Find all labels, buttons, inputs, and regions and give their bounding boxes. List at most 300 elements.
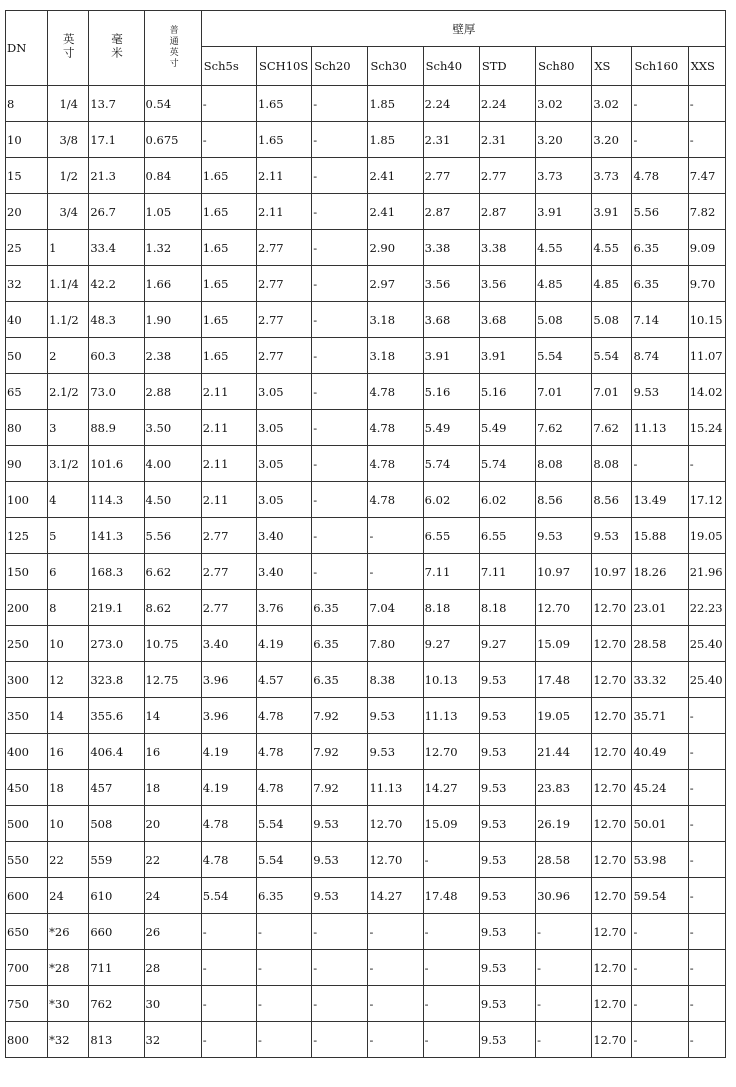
cell-common-inch: 4.50 [144,482,201,518]
cell-inch: 1.1/4 [48,266,89,302]
cell-xxs: 19.05 [688,518,725,554]
cell-common-inch: 28 [144,950,201,986]
cell-mm: 559 [89,842,144,878]
cell-sch10s: 2.77 [257,230,312,266]
cell-sch30: 9.53 [368,698,423,734]
cell-inch: 10 [48,806,89,842]
cell-sch80: 4.55 [536,230,592,266]
cell-sch160: 33.32 [632,662,688,698]
cell-sch30: 1.85 [368,86,423,122]
cell-xxs: 7.82 [688,194,725,230]
pipe-schedule-sheet [5,10,726,1058]
cell-sch5s: 1.65 [201,266,256,302]
cell-sch5s: - [201,914,256,950]
cell-std: 5.49 [479,410,535,446]
cell-xs: 8.56 [592,482,632,518]
cell-sch160: 4.78 [632,158,688,194]
cell-dn: 200 [6,590,48,626]
cell-std: 9.53 [479,662,535,698]
cell-sch40: 12.70 [423,734,479,770]
cell-sch40: 3.91 [423,338,479,374]
cell-sch30: 7.04 [368,590,423,626]
table-row [6,302,726,338]
cell-sch40: 3.56 [423,266,479,302]
cell-sch5s: 1.65 [201,338,256,374]
cell-sch160: 5.56 [632,194,688,230]
cell-dn: 20 [6,194,48,230]
cell-std: 9.53 [479,806,535,842]
cell-sch5s: 2.11 [201,482,256,518]
cell-sch5s: 3.40 [201,626,256,662]
cell-std: 9.53 [479,1022,535,1058]
cell-sch40: - [423,950,479,986]
cell-dn: 600 [6,878,48,914]
cell-sch80: 8.56 [536,482,592,518]
cell-xxs: 25.40 [688,662,725,698]
cell-common-inch: 26 [144,914,201,950]
cell-sch5s: 2.11 [201,410,256,446]
cell-sch40: 14.27 [423,770,479,806]
header-schedule-sch20: Sch20 [312,47,368,86]
cell-inch: 1 [48,230,89,266]
cell-sch40: 6.55 [423,518,479,554]
cell-std: 8.18 [479,590,535,626]
cell-dn: 50 [6,338,48,374]
cell-std: 7.11 [479,554,535,590]
cell-common-inch: 1.90 [144,302,201,338]
cell-sch160: 40.49 [632,734,688,770]
cell-sch160: - [632,914,688,950]
cell-mm: 13.7 [89,86,144,122]
cell-std: 3.91 [479,338,535,374]
cell-std: 9.53 [479,770,535,806]
cell-sch20: 9.53 [312,842,368,878]
cell-mm: 457 [89,770,144,806]
cell-sch10s: 1.65 [257,122,312,158]
cell-sch160: 53.98 [632,842,688,878]
header-common-inch-label: 普通英寸 [167,24,178,69]
cell-xxs: 22.23 [688,590,725,626]
cell-sch10s: - [257,1022,312,1058]
cell-sch30: 1.85 [368,122,423,158]
cell-sch40: 2.87 [423,194,479,230]
table-row [6,230,726,266]
cell-dn: 250 [6,626,48,662]
cell-sch160: 18.26 [632,554,688,590]
cell-dn: 25 [6,230,48,266]
table-row [6,410,726,446]
cell-xs: 9.53 [592,518,632,554]
cell-sch40: 2.77 [423,158,479,194]
table-row [6,158,726,194]
cell-xxs: 17.12 [688,482,725,518]
table-row [6,590,726,626]
cell-std: 9.53 [479,734,535,770]
cell-sch40: 6.02 [423,482,479,518]
cell-sch30: - [368,986,423,1022]
cell-sch10s: 4.78 [257,770,312,806]
cell-sch160: 6.35 [632,266,688,302]
header-schedule-sch5s: Sch5s [201,47,256,86]
header-schedule-sch80: Sch80 [536,47,592,86]
cell-sch40: 2.24 [423,86,479,122]
cell-mm: 406.4 [89,734,144,770]
cell-sch80: 7.01 [536,374,592,410]
cell-std: 9.53 [479,698,535,734]
cell-inch: 10 [48,626,89,662]
cell-xxs: 14.02 [688,374,725,410]
cell-sch160: - [632,446,688,482]
cell-sch160: - [632,950,688,986]
cell-sch5s: 4.19 [201,770,256,806]
cell-sch10s: 2.11 [257,194,312,230]
cell-xs: 12.70 [592,950,632,986]
cell-sch80: 9.53 [536,518,592,554]
cell-sch20: - [312,158,368,194]
cell-xxs: - [688,878,725,914]
cell-sch10s: 5.54 [257,842,312,878]
cell-dn: 65 [6,374,48,410]
cell-sch20: 6.35 [312,590,368,626]
table-row [6,734,726,770]
cell-sch10s: 3.40 [257,554,312,590]
cell-inch: 14 [48,698,89,734]
cell-xxs: 9.70 [688,266,725,302]
cell-xxs: 21.96 [688,554,725,590]
cell-common-inch: 4.00 [144,446,201,482]
cell-mm: 26.7 [89,194,144,230]
cell-mm: 762 [89,986,144,1022]
cell-xs: 3.73 [592,158,632,194]
cell-sch20: 7.92 [312,698,368,734]
cell-sch30: 2.41 [368,158,423,194]
cell-xs: 12.70 [592,662,632,698]
cell-mm: 610 [89,878,144,914]
cell-mm: 60.3 [89,338,144,374]
cell-dn: 350 [6,698,48,734]
cell-sch80: 3.20 [536,122,592,158]
cell-inch: 12 [48,662,89,698]
cell-sch160: 28.58 [632,626,688,662]
cell-mm: 273.0 [89,626,144,662]
cell-sch30: - [368,518,423,554]
cell-sch40: - [423,914,479,950]
table-row [6,698,726,734]
cell-sch160: 35.71 [632,698,688,734]
cell-xxs: - [688,914,725,950]
cell-sch160: 45.24 [632,770,688,806]
cell-std: 3.56 [479,266,535,302]
cell-common-inch: 12.75 [144,662,201,698]
cell-xs: 12.70 [592,698,632,734]
cell-mm: 17.1 [89,122,144,158]
cell-sch5s: 1.65 [201,302,256,338]
cell-sch5s: - [201,950,256,986]
cell-mm: 73.0 [89,374,144,410]
table-row [6,1022,726,1058]
cell-sch40: - [423,842,479,878]
cell-inch: 6 [48,554,89,590]
cell-xxs: - [688,1022,725,1058]
cell-sch30: 7.80 [368,626,423,662]
pipe-wall-thickness-table [5,10,726,1058]
cell-sch80: 3.91 [536,194,592,230]
cell-sch30: - [368,1022,423,1058]
cell-xs: 3.91 [592,194,632,230]
cell-xxs: 7.47 [688,158,725,194]
cell-sch30: 4.78 [368,410,423,446]
cell-xs: 12.70 [592,626,632,662]
cell-sch20: 9.53 [312,878,368,914]
cell-common-inch: 18 [144,770,201,806]
cell-sch30: 12.70 [368,806,423,842]
cell-common-inch: 8.62 [144,590,201,626]
cell-sch20: 9.53 [312,806,368,842]
cell-common-inch: 24 [144,878,201,914]
cell-sch10s: 4.57 [257,662,312,698]
cell-sch80: 17.48 [536,662,592,698]
cell-sch30: 11.13 [368,770,423,806]
cell-std: 9.53 [479,950,535,986]
cell-std: 5.74 [479,446,535,482]
cell-mm: 33.4 [89,230,144,266]
cell-common-inch: 20 [144,806,201,842]
cell-sch30: 4.78 [368,446,423,482]
cell-sch80: 5.08 [536,302,592,338]
cell-std: 6.55 [479,518,535,554]
cell-xs: 5.54 [592,338,632,374]
cell-sch10s: 4.78 [257,734,312,770]
table-row [6,194,726,230]
header-schedule-std: STD [479,47,535,86]
cell-sch10s: 3.05 [257,482,312,518]
cell-sch30: 2.90 [368,230,423,266]
cell-sch10s: 1.65 [257,86,312,122]
cell-common-inch: 16 [144,734,201,770]
cell-std: 9.27 [479,626,535,662]
cell-sch80: 26.19 [536,806,592,842]
header-dn: DN [6,11,48,86]
table-row [6,374,726,410]
cell-dn: 32 [6,266,48,302]
cell-sch160: 11.13 [632,410,688,446]
cell-xs: 12.70 [592,986,632,1022]
table-row [6,806,726,842]
cell-sch20: - [312,374,368,410]
cell-std: 2.31 [479,122,535,158]
cell-dn: 80 [6,410,48,446]
cell-xs: 12.70 [592,770,632,806]
cell-sch5s: - [201,1022,256,1058]
table-row [6,986,726,1022]
header-schedule-sch160: Sch160 [632,47,688,86]
cell-sch20: - [312,338,368,374]
cell-inch: *30 [48,986,89,1022]
cell-mm: 21.3 [89,158,144,194]
cell-dn: 150 [6,554,48,590]
cell-inch: 4 [48,482,89,518]
cell-sch10s: 3.76 [257,590,312,626]
cell-sch40: 9.27 [423,626,479,662]
cell-xxs: 11.07 [688,338,725,374]
table-header [6,11,726,86]
cell-sch5s: 1.65 [201,230,256,266]
cell-std: 6.02 [479,482,535,518]
cell-sch5s: 2.77 [201,518,256,554]
cell-xs: 4.85 [592,266,632,302]
cell-sch20: - [312,302,368,338]
cell-sch10s: 3.05 [257,410,312,446]
cell-xs: 10.97 [592,554,632,590]
cell-inch: 1.1/2 [48,302,89,338]
cell-dn: 90 [6,446,48,482]
cell-sch80: 15.09 [536,626,592,662]
cell-xxs: - [688,950,725,986]
cell-inch: *26 [48,914,89,950]
cell-dn: 100 [6,482,48,518]
cell-xs: 5.08 [592,302,632,338]
cell-mm: 101.6 [89,446,144,482]
cell-std: 2.77 [479,158,535,194]
cell-sch10s: - [257,914,312,950]
cell-xxs: - [688,734,725,770]
table-row [6,626,726,662]
cell-dn: 10 [6,122,48,158]
cell-sch80: 8.08 [536,446,592,482]
header-mm-label: 毫米 [109,33,124,60]
cell-sch10s: 3.40 [257,518,312,554]
cell-sch5s: 4.78 [201,806,256,842]
header-inch [48,11,89,86]
cell-common-inch: 0.675 [144,122,201,158]
cell-sch20: - [312,230,368,266]
cell-sch40: 5.74 [423,446,479,482]
cell-sch30: - [368,950,423,986]
cell-common-inch: 22 [144,842,201,878]
cell-sch5s: 2.77 [201,590,256,626]
cell-xs: 12.70 [592,1022,632,1058]
header-schedule-sch30: Sch30 [368,47,423,86]
cell-sch10s: 3.05 [257,374,312,410]
cell-sch20: - [312,410,368,446]
cell-inch: 3/4 [48,194,89,230]
cell-sch10s: 3.05 [257,446,312,482]
header-schedule-xs: XS [592,47,632,86]
header-schedule-sch10s: SCH10S [257,47,312,86]
table-row [6,842,726,878]
cell-sch40: 3.68 [423,302,479,338]
cell-std: 9.53 [479,842,535,878]
cell-sch160: 59.54 [632,878,688,914]
cell-inch: 2.1/2 [48,374,89,410]
cell-sch80: - [536,914,592,950]
cell-xxs: - [688,842,725,878]
cell-mm: 711 [89,950,144,986]
cell-sch10s: 5.54 [257,806,312,842]
cell-sch20: - [312,1022,368,1058]
cell-dn: 500 [6,806,48,842]
cell-dn: 750 [6,986,48,1022]
cell-sch20: - [312,950,368,986]
cell-sch20: - [312,194,368,230]
cell-xs: 3.02 [592,86,632,122]
cell-common-inch: 0.54 [144,86,201,122]
header-inch-label: 英寸 [61,33,76,60]
cell-std: 5.16 [479,374,535,410]
cell-sch40: 15.09 [423,806,479,842]
cell-sch5s: 2.77 [201,554,256,590]
header-wall-thickness: 壁厚 [201,11,725,47]
cell-dn: 800 [6,1022,48,1058]
cell-inch: 5 [48,518,89,554]
cell-sch5s: - [201,122,256,158]
cell-sch160: 9.53 [632,374,688,410]
table-row [6,86,726,122]
header-common-inch [144,11,201,86]
cell-common-inch: 3.50 [144,410,201,446]
cell-std: 9.53 [479,878,535,914]
cell-dn: 40 [6,302,48,338]
cell-inch: 8 [48,590,89,626]
cell-sch10s: - [257,986,312,1022]
cell-common-inch: 32 [144,1022,201,1058]
cell-sch10s: 4.19 [257,626,312,662]
cell-sch20: - [312,266,368,302]
table-row [6,554,726,590]
table-row [6,482,726,518]
cell-xxs: - [688,806,725,842]
cell-mm: 141.3 [89,518,144,554]
cell-sch5s: 4.19 [201,734,256,770]
cell-sch5s: 3.96 [201,662,256,698]
cell-common-inch: 10.75 [144,626,201,662]
cell-inch: 1/4 [48,86,89,122]
cell-sch40: 8.18 [423,590,479,626]
cell-sch30: - [368,554,423,590]
cell-sch30: 2.97 [368,266,423,302]
cell-sch160: 7.14 [632,302,688,338]
cell-dn: 650 [6,914,48,950]
cell-xs: 8.08 [592,446,632,482]
cell-sch40: 3.38 [423,230,479,266]
cell-mm: 42.2 [89,266,144,302]
cell-inch: *28 [48,950,89,986]
cell-common-inch: 2.38 [144,338,201,374]
cell-std: 2.24 [479,86,535,122]
cell-xs: 4.55 [592,230,632,266]
cell-inch: 1/2 [48,158,89,194]
cell-xs: 12.70 [592,878,632,914]
cell-sch10s: 2.77 [257,266,312,302]
cell-common-inch: 0.84 [144,158,201,194]
cell-mm: 323.8 [89,662,144,698]
cell-sch80: - [536,1022,592,1058]
cell-common-inch: 6.62 [144,554,201,590]
cell-sch30: 4.78 [368,374,423,410]
cell-xxs: 15.24 [688,410,725,446]
cell-sch20: - [312,86,368,122]
header-mm [89,11,144,86]
cell-mm: 219.1 [89,590,144,626]
cell-sch80: - [536,950,592,986]
cell-xs: 12.70 [592,842,632,878]
cell-sch80: 30.96 [536,878,592,914]
cell-dn: 700 [6,950,48,986]
cell-sch40: 17.48 [423,878,479,914]
cell-sch5s: 2.11 [201,374,256,410]
cell-sch5s: 1.65 [201,194,256,230]
cell-sch160: 23.01 [632,590,688,626]
